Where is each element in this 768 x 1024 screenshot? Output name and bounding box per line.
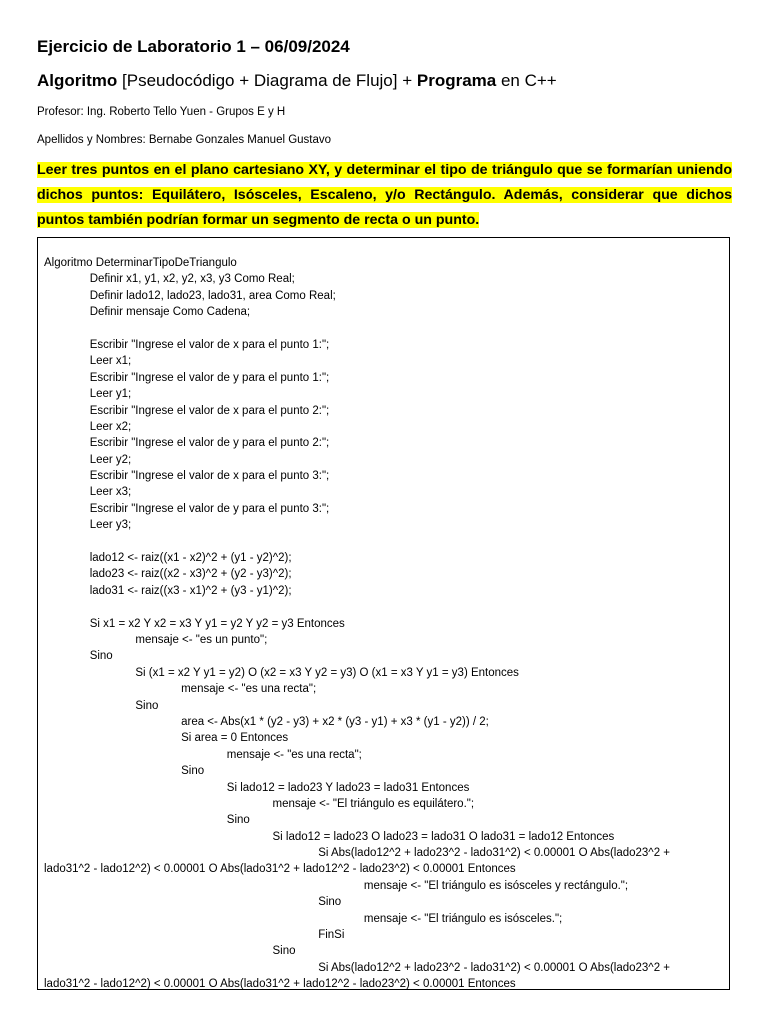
code-line: Leer x2;	[89, 420, 132, 433]
code-line: Sino	[226, 814, 250, 827]
code-line: Leer x1;	[89, 355, 132, 368]
code-line: Escribir "Ingrese el valor de y para el punto 3:";	[89, 502, 330, 515]
code-line: mensaje <- "es una recta";	[226, 748, 362, 761]
code-line	[44, 534, 723, 550]
code-line: Si lado12 = lado23 O lado23 = lado31 O lado31 = lado12 Entonces	[272, 830, 615, 843]
task-highlight: Leer tres puntos en el plano cartesiano XY, y determinar el tipo de triángulo que se formarían uniendo dichos puntos: Equilátero, Isósceles, Escaleno, y/o Rectángulo. Además, considerar que dichos puntos también podrían formar un segmento de recta o un punto.	[37, 162, 732, 228]
code-line: Definir lado12, lado23, lado31, area Como Real;	[89, 289, 336, 302]
code-line: Leer y2;	[89, 453, 132, 466]
code-line: mensaje <- "El triángulo es isósceles.";	[363, 912, 563, 925]
document-title: Ejercicio de Laboratorio 1 – 06/09/2024	[37, 37, 350, 56]
code-line: mensaje <- "es una recta";	[181, 683, 317, 696]
code-line: Si area = 0 Entonces	[181, 732, 289, 745]
code-line: Escribir "Ingrese el valor de y para el punto 2:";	[89, 437, 330, 450]
code-line: Si Abs(lado12^2 + lado23^2 - lado31^2) < 0.00001 O Abs(lado23^2 +	[318, 847, 671, 860]
code-line: Si x1 = x2 Y x2 = x3 Y y1 = y2 Y y2 = y3 Entonces	[89, 617, 345, 630]
code-line: Si (x1 = x2 Y y1 = y2) O (x2 = x3 Y y2 = y3) O (x1 = x3 Y y1 = y3) Entonces	[135, 666, 519, 679]
document-subtitle	[37, 71, 557, 91]
code-line: Sino	[135, 699, 159, 712]
code-line: area <- Abs(x1 * (y2 - y3) + x2 * (y3 - y1) + x3 * (y1 - y2)) / 2;	[181, 715, 489, 728]
code-line: Leer x3;	[89, 486, 132, 499]
code-line: Sino	[272, 945, 296, 958]
code-line: Escribir "Ingrese el valor de x para el punto 3:";	[89, 470, 330, 483]
subtitle-programa: Programa	[416, 71, 497, 90]
professor-line: Profesor: Ing. Roberto Tello Yuen - Grupos E y H	[37, 106, 286, 118]
task-statement	[37, 158, 732, 233]
code-line: mensaje <- "El triángulo es equilátero.";	[272, 797, 475, 810]
code-line: lado23 <- raiz((x2 - x3)^2 + (y2 - y3)^2);	[89, 568, 292, 581]
code-line: Leer y3;	[89, 519, 132, 532]
code-line: Leer y1;	[89, 388, 132, 401]
code-line: Escribir "Ingrese el valor de x para el punto 1:";	[89, 338, 330, 351]
code-line: lado12 <- raiz((x1 - x2)^2 + (y1 - y2)^2);	[89, 552, 292, 565]
code-line	[44, 599, 723, 615]
code-line: Si lado12 = lado23 Y lado23 = lado31 Entonces	[226, 781, 470, 794]
code-line: mensaje <- "El triángulo es isósceles y rectángulo.";	[363, 879, 629, 892]
code-line: Definir mensaje Como Cadena;	[89, 306, 251, 319]
subtitle-middle: [Pseudocódigo + Diagrama de Flujo] +	[117, 71, 417, 90]
code-line: Sino	[181, 765, 205, 778]
code-line: Si Abs(lado12^2 + lado23^2 - lado31^2) < 0.00001 O Abs(lado23^2 +	[318, 961, 671, 974]
student-line: Apellidos y Nombres: Bernabe Gonzales Manuel Gustavo	[37, 134, 332, 146]
pseudocode-listing	[44, 255, 723, 990]
code-line: Sino	[89, 650, 113, 663]
code-line: Escribir "Ingrese el valor de x para el punto 2:";	[89, 404, 330, 417]
subtitle-algoritmo: Algoritmo	[37, 71, 118, 90]
code-line	[44, 321, 723, 337]
pseudocode-box	[37, 237, 730, 990]
code-line: lado31^2 - lado12^2) < 0.00001 O Abs(lado31^2 + lado12^2 - lado23^2) < 0.00001 Entonces	[44, 863, 516, 876]
code-line: Algoritmo DeterminarTipoDeTriangulo	[44, 257, 237, 269]
code-line: mensaje <- "es un punto";	[135, 633, 268, 646]
code-line: lado31 <- raiz((x3 - x1)^2 + (y3 - y1)^2);	[89, 584, 292, 597]
code-line: FinSi	[318, 929, 345, 942]
code-line: Escribir "Ingrese el valor de y para el punto 1:";	[89, 371, 330, 384]
code-line: lado31^2 - lado12^2) < 0.00001 O Abs(lado31^2 + lado12^2 - lado23^2) < 0.00001 Entonces	[44, 978, 516, 990]
code-line: Definir x1, y1, x2, y2, x3, y3 Como Real;	[89, 273, 295, 286]
subtitle-end: en C++	[496, 71, 557, 90]
code-line: Sino	[318, 896, 342, 909]
